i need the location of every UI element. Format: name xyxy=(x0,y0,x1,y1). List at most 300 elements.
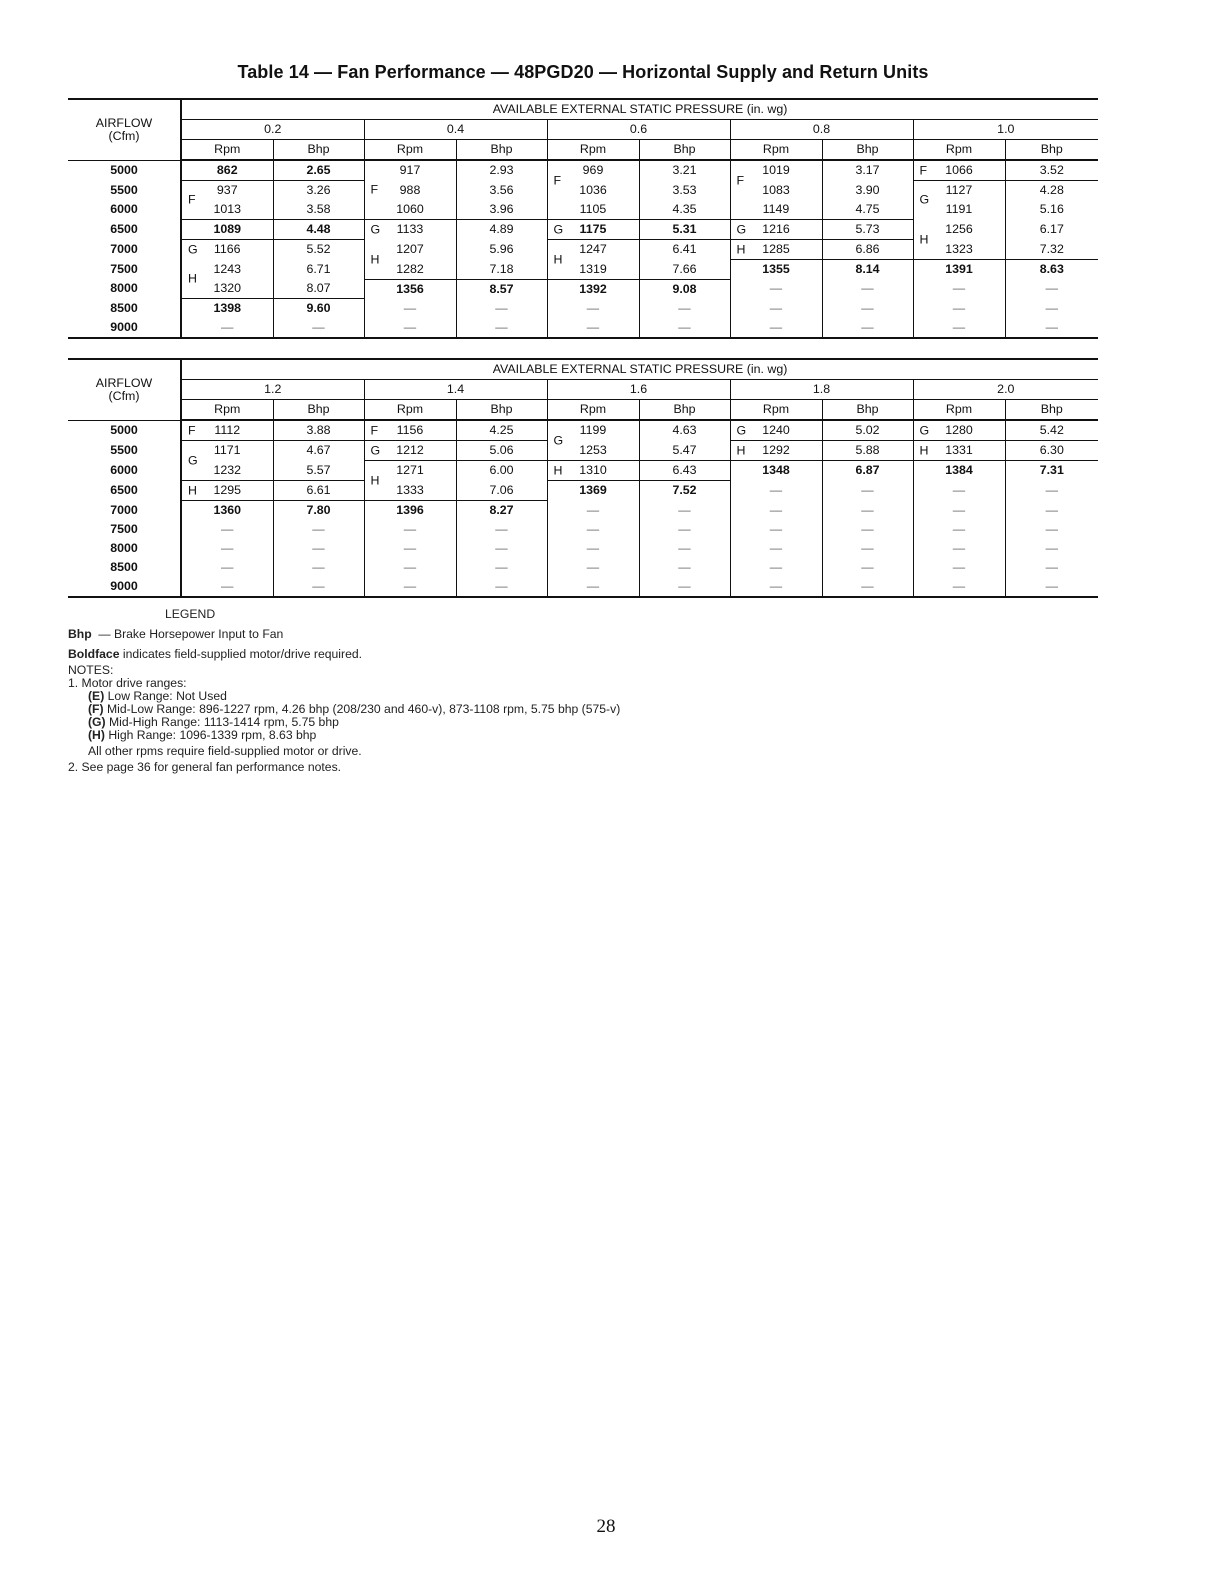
drive-letter: F xyxy=(370,423,379,437)
drive-letter: H xyxy=(188,483,197,497)
drive-letter: F xyxy=(553,173,562,187)
rpm-text: — xyxy=(952,300,966,315)
bhp-value: 4.67 xyxy=(273,441,364,461)
rpm-text: 1396 xyxy=(396,503,424,517)
table-row xyxy=(68,279,1098,299)
rpm-text: — xyxy=(403,579,417,593)
rpm-value xyxy=(913,577,1005,597)
header-row-pressures xyxy=(68,380,1098,400)
rpm-text: 1348 xyxy=(762,463,790,478)
rpm-header: Rpm xyxy=(364,140,456,161)
rpm-header: Rpm xyxy=(913,400,1005,421)
rpm-text: 1060 xyxy=(396,202,424,216)
bhp-value: — xyxy=(1005,318,1098,338)
rpm-header: Rpm xyxy=(913,140,1005,161)
rpm-value xyxy=(547,220,639,240)
rpm-value xyxy=(547,200,639,220)
rpm-header: Rpm xyxy=(730,400,822,421)
table-row xyxy=(68,539,1098,558)
bhp-value: 2.93 xyxy=(456,160,547,181)
rpm-value xyxy=(730,318,822,338)
bhp-value: — xyxy=(456,520,547,539)
header-row-units xyxy=(68,400,1098,421)
bhp-value: 7.31 xyxy=(1005,461,1098,481)
pressure-header: 0.8 xyxy=(730,120,913,140)
rpm-value xyxy=(181,461,273,481)
bhp-value: 6.41 xyxy=(639,240,730,260)
bhp-value: 6.61 xyxy=(273,481,364,501)
rpm-value xyxy=(364,200,456,220)
bhp-value: — xyxy=(1005,520,1098,539)
bhp-value: 4.89 xyxy=(456,220,547,240)
bhp-value: 3.53 xyxy=(639,181,730,201)
bhp-value: — xyxy=(639,577,730,597)
rpm-value xyxy=(364,260,456,280)
rpm-text: — xyxy=(221,522,234,536)
rpm-value xyxy=(181,539,273,558)
bhp-value: 6.30 xyxy=(1005,441,1098,461)
rpm-value xyxy=(547,441,639,461)
bhp-value: 7.32 xyxy=(1005,240,1098,260)
bhp-value: — xyxy=(1005,501,1098,521)
rpm-text: — xyxy=(586,579,600,593)
bhp-value: 4.25 xyxy=(456,420,547,441)
rpm-text: 1310 xyxy=(579,463,607,477)
rpm-value xyxy=(730,520,822,539)
rpm-value xyxy=(547,539,639,558)
rpm-text: 1175 xyxy=(579,222,607,236)
rpm-value xyxy=(364,461,456,487)
bhp-value: — xyxy=(1005,481,1098,501)
drive-letter: G xyxy=(188,453,198,467)
drive-letter: F xyxy=(736,173,745,187)
rpm-text: 1036 xyxy=(579,182,607,197)
rpm-text: 1191 xyxy=(945,202,973,217)
rpm-value xyxy=(364,558,456,577)
drive-letter: G xyxy=(919,192,930,207)
bhp-header: Bhp xyxy=(273,140,364,161)
rpm-value xyxy=(913,160,1005,181)
rpm-text: 1392 xyxy=(579,281,607,296)
rpm-value xyxy=(547,420,639,447)
airflow-value: 5500 xyxy=(68,441,181,461)
airflow-header xyxy=(68,99,181,160)
rpm-text: — xyxy=(952,522,966,536)
rpm-value xyxy=(547,577,639,597)
bhp-value: 5.42 xyxy=(1005,420,1098,441)
rpm-text: 1156 xyxy=(396,423,424,437)
bhp-value: — xyxy=(273,558,364,577)
notes-title: NOTES: xyxy=(68,663,114,677)
rpm-value xyxy=(364,481,456,501)
rpm-text: 1398 xyxy=(213,301,242,315)
bhp-value: — xyxy=(822,299,913,319)
drive-letter: H xyxy=(553,252,563,266)
rpm-text: — xyxy=(952,483,966,497)
rpm-value xyxy=(181,200,273,220)
drive-letter: H xyxy=(919,443,929,457)
drive-letter: F xyxy=(370,182,379,197)
bhp-value: — xyxy=(639,539,730,558)
rpm-value xyxy=(913,181,1005,207)
pressure-header: 0.4 xyxy=(364,120,547,140)
legend-abbr: Bhp xyxy=(68,627,92,641)
rpm-text: — xyxy=(769,522,783,536)
rpm-value xyxy=(364,160,456,181)
bhp-value: — xyxy=(822,539,913,558)
bhp-value: — xyxy=(456,558,547,577)
airflow-value: 6500 xyxy=(68,220,181,240)
rpm-text: 1089 xyxy=(213,222,242,236)
table-row xyxy=(68,461,1098,481)
range-h-text: High Range: 1096-1339 rpm, 8.63 bhp xyxy=(108,728,317,742)
bhp-value: — xyxy=(822,520,913,539)
rpm-value xyxy=(547,240,639,266)
bhp-value: 4.28 xyxy=(1005,181,1098,201)
rpm-text: — xyxy=(586,300,600,315)
rpm-value xyxy=(547,318,639,338)
note-2: 2. See page 36 for general fan performance notes. xyxy=(68,760,342,774)
rpm-value xyxy=(181,240,273,260)
page-number: 28 xyxy=(596,1516,616,1537)
rpm-value xyxy=(547,181,639,201)
rpm-text: 1253 xyxy=(579,442,607,457)
header-row-esp xyxy=(68,99,1098,120)
rpm-value xyxy=(730,441,822,461)
rpm-header: Rpm xyxy=(181,140,273,161)
legend-and-notes xyxy=(68,606,828,774)
drive-letter: F xyxy=(188,192,196,207)
rpm-text: 1384 xyxy=(945,463,973,478)
drive-letter: F xyxy=(919,163,928,177)
boldface-note xyxy=(68,646,828,662)
bhp-value: 7.06 xyxy=(456,481,547,501)
rpm-value xyxy=(730,299,822,319)
bhp-value: 4.35 xyxy=(639,200,730,220)
bhp-value: 5.02 xyxy=(822,420,913,441)
rpm-value xyxy=(181,181,273,207)
drive-letter: G xyxy=(370,222,381,237)
rpm-header: Rpm xyxy=(547,400,639,421)
bhp-value: 5.52 xyxy=(273,240,364,260)
rpm-value xyxy=(913,200,1005,220)
bhp-value: 3.90 xyxy=(822,181,913,201)
page-title: Table 14 — Fan Performance — 48PGD20 — Horizontal Supply and Return Units xyxy=(237,62,929,82)
rpm-value xyxy=(364,181,456,201)
bhp-value: — xyxy=(1005,539,1098,558)
cfm-label: (Cfm) xyxy=(108,128,140,143)
rpm-value xyxy=(181,481,273,501)
bhp-value: 7.18 xyxy=(456,260,547,280)
notes xyxy=(68,664,828,774)
rpm-text: 1369 xyxy=(579,483,607,498)
rpm-text: 1285 xyxy=(762,242,790,256)
pressure-header: 0.6 xyxy=(547,120,730,140)
table-row xyxy=(68,577,1098,597)
pressure-header: 1.6 xyxy=(547,380,730,400)
bhp-value: — xyxy=(273,318,364,338)
bhp-value: 9.08 xyxy=(639,279,730,299)
bhp-value: 3.58 xyxy=(273,200,364,220)
rpm-text: 1280 xyxy=(945,423,973,437)
airflow-value: 6000 xyxy=(68,461,181,481)
table-row xyxy=(68,240,1098,260)
rpm-value xyxy=(730,220,822,240)
rpm-text: 1247 xyxy=(579,242,607,257)
bhp-value: — xyxy=(1005,279,1098,299)
rpm-text: — xyxy=(769,560,783,574)
airflow-value: 6500 xyxy=(68,481,181,501)
rpm-text: — xyxy=(952,502,966,517)
rpm-text: — xyxy=(769,281,783,296)
airflow-value: 8000 xyxy=(68,279,181,299)
bhp-value: — xyxy=(822,558,913,577)
rpm-header: Rpm xyxy=(547,140,639,161)
bhp-value: 5.16 xyxy=(1005,200,1098,220)
rpm-value xyxy=(913,481,1005,501)
pressure-header: 1.4 xyxy=(364,380,547,400)
drive-letter: H xyxy=(553,463,563,477)
bhp-value: 6.17 xyxy=(1005,220,1098,240)
rpm-value xyxy=(913,299,1005,319)
airflow-value: 8000 xyxy=(68,539,181,558)
rpm-text: 1319 xyxy=(579,261,607,276)
drive-letter: F xyxy=(188,423,196,437)
cfm-label: (Cfm) xyxy=(108,388,140,403)
rpm-value xyxy=(547,558,639,577)
airflow-value: 7500 xyxy=(68,260,181,280)
bhp-value: 6.87 xyxy=(822,461,913,481)
bhp-value: 3.21 xyxy=(639,160,730,181)
bhp-value: 4.63 xyxy=(639,420,730,441)
rpm-value xyxy=(364,299,456,319)
airflow-value: 7000 xyxy=(68,501,181,521)
rpm-text: 1133 xyxy=(396,222,424,237)
rpm-text: — xyxy=(769,483,783,497)
bhp-value: 2.65 xyxy=(273,160,364,181)
drive-letter: G xyxy=(736,423,747,437)
table-row xyxy=(68,200,1098,220)
range-f-key: (F) xyxy=(88,702,104,716)
airflow-value: 6000 xyxy=(68,200,181,220)
bhp-value: 3.56 xyxy=(456,181,547,201)
rpm-value xyxy=(913,318,1005,338)
bhp-value: 5.57 xyxy=(273,461,364,481)
rpm-value xyxy=(181,160,273,181)
legend-entry xyxy=(68,626,828,642)
rpm-text: 969 xyxy=(582,163,604,178)
airflow-label: AIRFLOW xyxy=(95,375,153,390)
rpm-text: 1216 xyxy=(762,222,790,236)
bhp-value: 6.86 xyxy=(822,240,913,260)
drive-letter: G xyxy=(919,423,930,437)
bhp-value: 6.43 xyxy=(639,461,730,481)
drive-letter: H xyxy=(919,232,929,246)
table-row xyxy=(68,558,1098,577)
rpm-value xyxy=(547,520,639,539)
bhp-value: 8.14 xyxy=(822,260,913,280)
pressure-header: 1.0 xyxy=(913,120,1098,140)
rpm-value xyxy=(547,279,639,299)
rpm-value xyxy=(913,240,1005,260)
rpm-text: — xyxy=(221,560,234,574)
rpm-value xyxy=(730,558,822,577)
rpm-value xyxy=(181,299,273,319)
rpm-value xyxy=(913,461,1005,481)
bhp-value: — xyxy=(456,299,547,319)
rpm-text: — xyxy=(221,320,234,334)
rpm-value xyxy=(181,279,273,299)
rpm-text: 917 xyxy=(399,163,421,178)
rpm-text: — xyxy=(403,541,417,555)
boldface-text: indicates field-supplied motor/drive required. xyxy=(122,647,363,661)
rpm-value xyxy=(364,501,456,521)
rpm-text: — xyxy=(952,281,966,296)
rpm-header: Rpm xyxy=(181,400,273,421)
rpm-text: 988 xyxy=(399,182,421,197)
rpm-value xyxy=(181,501,273,521)
bhp-header: Bhp xyxy=(456,400,547,421)
drive-letter: H xyxy=(736,242,746,256)
boldface-word: Boldface xyxy=(68,647,120,661)
bhp-value: 3.17 xyxy=(822,160,913,181)
rpm-text: 1360 xyxy=(213,503,242,517)
header-row-esp xyxy=(68,359,1098,380)
table-row xyxy=(68,260,1098,280)
bhp-value: 5.31 xyxy=(639,220,730,240)
rpm-text: — xyxy=(769,502,783,517)
rpm-text: — xyxy=(952,320,966,334)
rpm-value xyxy=(181,577,273,597)
rpm-text: 1271 xyxy=(396,463,424,478)
rpm-text: 1127 xyxy=(945,183,973,197)
rpm-value xyxy=(730,461,822,481)
bhp-value: 7.66 xyxy=(639,260,730,280)
rpm-value xyxy=(364,220,456,240)
rpm-text: — xyxy=(221,541,234,555)
table-row xyxy=(68,181,1098,201)
bhp-value: — xyxy=(273,520,364,539)
bhp-header: Bhp xyxy=(273,400,364,421)
rpm-text: — xyxy=(403,560,417,574)
drive-letter: H xyxy=(188,271,197,286)
rpm-text: 1295 xyxy=(213,483,242,497)
rpm-text: — xyxy=(403,522,417,536)
bhp-value: — xyxy=(639,318,730,338)
rpm-text: 1391 xyxy=(945,262,973,276)
bhp-value: 3.96 xyxy=(456,200,547,220)
bhp-header: Bhp xyxy=(456,140,547,161)
table-row xyxy=(68,441,1098,461)
bhp-value: 7.80 xyxy=(273,501,364,521)
rpm-value xyxy=(913,520,1005,539)
rpm-value xyxy=(730,539,822,558)
rpm-text: 1292 xyxy=(762,443,790,457)
pressure-header: 0.2 xyxy=(181,120,364,140)
rpm-text: — xyxy=(403,320,417,334)
bhp-value: — xyxy=(639,558,730,577)
rpm-text: 1149 xyxy=(762,202,790,216)
airflow-label: AIRFLOW xyxy=(95,115,153,130)
rpm-value xyxy=(730,420,822,441)
drive-letter: G xyxy=(553,433,564,447)
rpm-text: — xyxy=(769,541,783,555)
rpm-value xyxy=(913,558,1005,577)
rpm-text: — xyxy=(769,579,783,593)
rpm-value xyxy=(913,501,1005,521)
rpm-value xyxy=(730,501,822,521)
pressure-header: 2.0 xyxy=(913,380,1098,400)
airflow-value: 8500 xyxy=(68,299,181,319)
bhp-value: — xyxy=(639,501,730,521)
rpm-text: 862 xyxy=(216,163,238,177)
rpm-value xyxy=(730,481,822,501)
rpm-value xyxy=(364,279,456,299)
bhp-header: Bhp xyxy=(1005,400,1098,421)
rpm-text: 1355 xyxy=(762,262,790,276)
bhp-value: 4.75 xyxy=(822,200,913,220)
legend-title: LEGEND xyxy=(165,607,216,621)
table-row xyxy=(68,501,1098,521)
rpm-text: 1171 xyxy=(213,443,241,458)
rpm-text: — xyxy=(221,579,234,593)
bhp-header: Bhp xyxy=(639,400,730,421)
bhp-header: Bhp xyxy=(822,140,913,161)
bhp-value: 9.60 xyxy=(273,299,364,319)
bhp-value: 3.26 xyxy=(273,181,364,201)
rpm-text: 1166 xyxy=(213,242,241,257)
bhp-value: 3.52 xyxy=(1005,160,1098,181)
bhp-value: 3.88 xyxy=(273,420,364,441)
table-row xyxy=(68,160,1098,181)
bhp-header: Bhp xyxy=(822,400,913,421)
airflow-value: 5500 xyxy=(68,181,181,201)
range-g-key: (G) xyxy=(88,715,106,729)
airflow-value: 5000 xyxy=(68,420,181,441)
drive-letter: G xyxy=(736,222,747,236)
table-row xyxy=(68,220,1098,240)
rpm-value xyxy=(913,539,1005,558)
bhp-value: — xyxy=(456,318,547,338)
rpm-text: 1323 xyxy=(945,241,973,256)
rpm-value xyxy=(364,240,456,266)
airflow-header xyxy=(68,359,181,420)
rpm-text: 1083 xyxy=(762,182,790,197)
fan-performance-table-high-pressure xyxy=(68,358,1098,598)
drive-letter: H xyxy=(370,252,380,266)
rpm-value xyxy=(181,441,273,467)
rpm-text: 1066 xyxy=(945,163,973,177)
bhp-value: 5.88 xyxy=(822,441,913,461)
rpm-text: — xyxy=(952,560,966,574)
bhp-value: 8.07 xyxy=(273,279,364,299)
rpm-text: — xyxy=(586,502,600,517)
pressure-header: 1.8 xyxy=(730,380,913,400)
header-row-units xyxy=(68,140,1098,161)
rpm-text: 1019 xyxy=(762,163,790,178)
rpm-value xyxy=(181,420,273,441)
rpm-text: — xyxy=(586,522,600,536)
rpm-value xyxy=(913,441,1005,461)
esp-header: AVAILABLE EXTERNAL STATIC PRESSURE (in. wg) xyxy=(181,99,1098,120)
rpm-text: 1105 xyxy=(579,202,607,216)
rpm-value xyxy=(364,318,456,338)
rpm-value xyxy=(181,318,273,338)
rpm-text: — xyxy=(586,541,600,555)
bhp-value: — xyxy=(1005,577,1098,597)
drive-letter: H xyxy=(370,473,380,487)
bhp-value: — xyxy=(1005,558,1098,577)
